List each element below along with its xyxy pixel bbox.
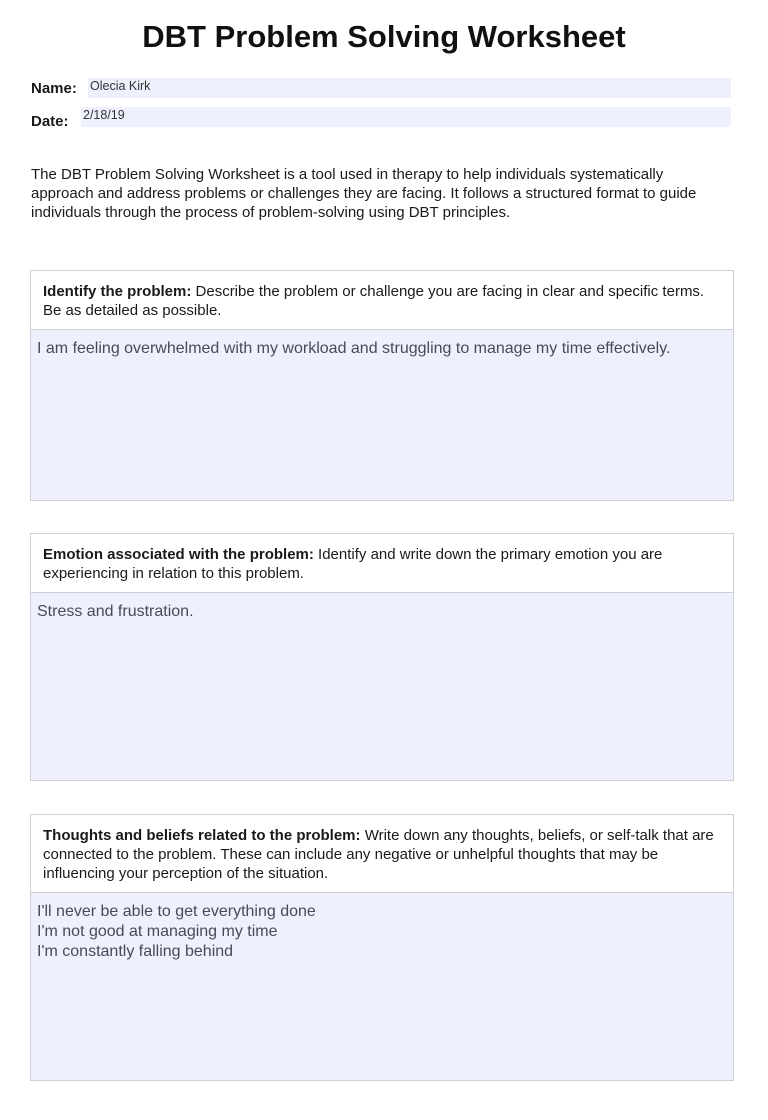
identify-problem-description: Describe the problem or challenge you are facing in clear and specific terms. Be as detailed as possible. (43, 283, 705, 319)
answer-line: I am feeling overwhelmed with my workload and struggling to manage my time effectively. (37, 340, 671, 357)
identify-problem-prompt (31, 271, 733, 330)
thoughts-prompt (31, 815, 733, 893)
date-field[interactable]: 2/18/19 (81, 107, 731, 127)
page-title: DBT Problem Solving Worksheet (142, 19, 626, 54)
date-field-row (31, 107, 731, 129)
answer-line: I'm constantly falling behind (37, 943, 234, 960)
intro-paragraph: The DBT Problem Solving Worksheet is a tool used in therapy to help individuals systematically approach and address problems or challenges they are facing. It follows a structured format to guide individuals through the process of problem-solving using DBT principles. (31, 166, 697, 221)
identify-problem-answer[interactable] (31, 330, 733, 500)
name-label: Name: (31, 80, 77, 97)
emotion-heading: Emotion associated with the problem: (43, 546, 314, 563)
name-field[interactable]: Olecia Kirk (88, 78, 731, 98)
thoughts-heading: Thoughts and beliefs related to the problem: (43, 827, 361, 844)
thoughts-section (30, 814, 734, 1081)
thoughts-description: Write down any thoughts, beliefs, or self-talk that are connected to the problem. These can include any negative or unhelpful thoughts that may be influencing your perception of the situation. (43, 827, 714, 882)
answer-line: Stress and frustration. (37, 603, 194, 620)
emotion-prompt (31, 534, 733, 593)
identify-problem-section (30, 270, 734, 501)
thoughts-answer[interactable] (31, 893, 733, 1080)
date-label: Date: (31, 113, 69, 130)
emotion-section (30, 533, 734, 781)
emotion-answer[interactable] (31, 593, 733, 780)
answer-line: I'll never be able to get everything done (37, 903, 316, 920)
name-field-row (31, 78, 731, 100)
emotion-description: Identify and write down the primary emotion you are experiencing in relation to this problem. (43, 546, 663, 582)
answer-line: I'm not good at managing my time (37, 923, 278, 940)
identify-problem-heading: Identify the problem: (43, 283, 192, 300)
